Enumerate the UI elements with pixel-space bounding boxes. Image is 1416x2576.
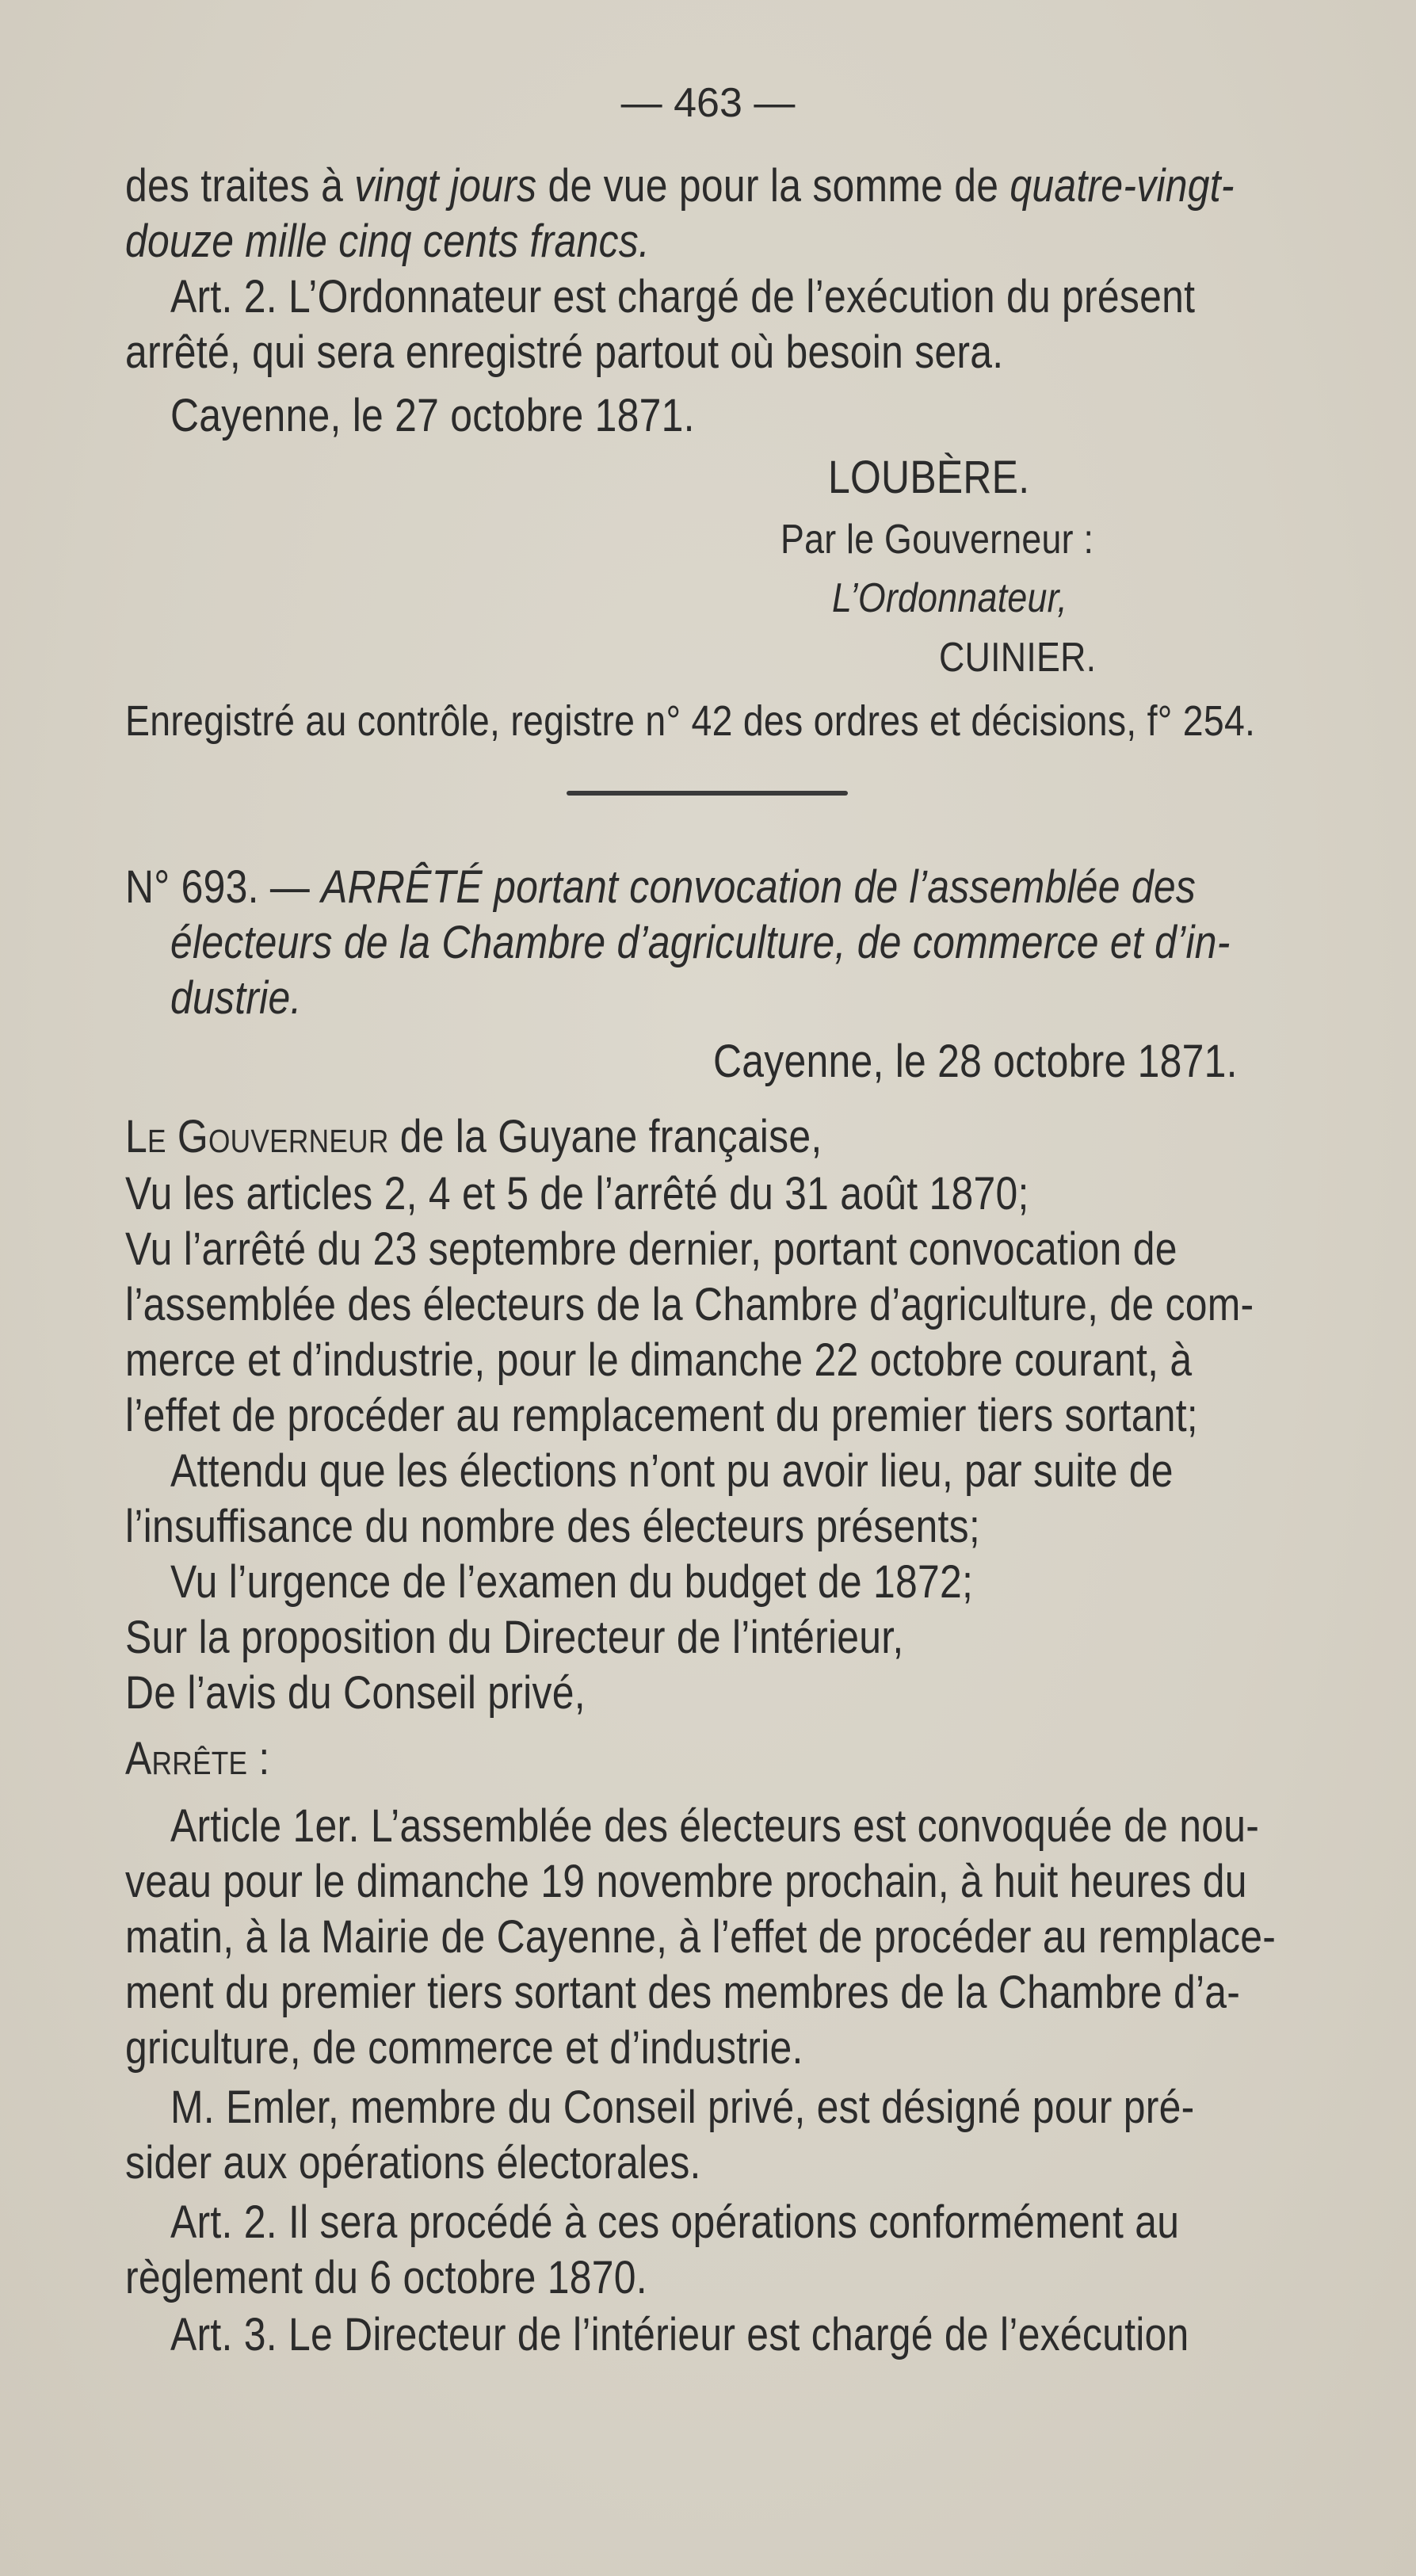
decree-title-cont: électeurs de la Chambre d’agriculture, de commerce et d’in- (170, 917, 1231, 968)
article-2-line: Art. 2. L’Ordonnateur est chargé de l’exécution du présent (170, 271, 1196, 322)
arrete-heading: Arrête : (125, 1733, 270, 1784)
place-date: Cayenne, le 27 octobre 1871. (170, 390, 695, 441)
body-line: Vu l’urgence de l’examen du budget de 1872; (170, 1556, 974, 1608)
decree-title-cont: dustrie. (170, 972, 302, 1024)
article-line: griculture, de commerce et d’industrie. (125, 2022, 803, 2074)
text-line: douze mille cinq cents francs. (125, 216, 651, 267)
signer-name: LOUBÈRE. (828, 452, 1030, 503)
text-line: des traites à vingt jours de vue pour la somme de quatre-vingt- (125, 160, 1235, 212)
decree-title: N° 693. — ARRÊTÉ portant convocation de l’assemblée des (125, 861, 1197, 913)
governor-line: Le Gouverneur de la Guyane française, (125, 1111, 823, 1162)
body-line: l’effet de procéder au remplacement du premier tiers sortant; (125, 1390, 1198, 1441)
body-line: Attendu que les élections n’ont pu avoir lieu, par suite de (170, 1445, 1174, 1497)
body-line: De l’avis du Conseil privé, (125, 1667, 586, 1719)
article-line: Article 1er. L’assemblée des électeurs est convoquée de nou- (170, 1800, 1260, 1852)
article-line: veau pour le dimanche 19 novembre prochain, à huit heures du (125, 1856, 1247, 1907)
page-number: — 463 — (620, 80, 796, 126)
body-line: Vu les articles 2, 4 et 5 de l’arrêté du 31 août 1870; (125, 1168, 1029, 1219)
decree-date: Cayenne, le 28 octobre 1871. (713, 1036, 1238, 1087)
article-line: Art. 2. Il sera procédé à ces opérations conformément au (170, 2196, 1180, 2248)
article-line: Art. 3. Le Directeur de l’intérieur est chargé de l’exécution (170, 2309, 1189, 2360)
registration-note: Enregistré au contrôle, registre n° 42 des ordres et décisions, f° 254. (125, 697, 1256, 745)
article-line: ment du premier tiers sortant des membres de la Chambre d’a- (125, 1967, 1241, 2018)
by-governor: Par le Gouverneur : (781, 517, 1094, 563)
section-divider (567, 791, 848, 796)
article-line: matin, à la Mairie de Cayenne, à l’effet de procéder au remplace- (125, 1911, 1277, 1963)
ordonnateur-title: L’Ordonnateur, (832, 575, 1068, 621)
body-line: l’assemblée des électeurs de la Chambre d’agriculture, de com- (125, 1279, 1254, 1330)
article-line: règlement du 6 octobre 1870. (125, 2252, 647, 2303)
body-line: Vu l’arrêté du 23 septembre dernier, portant convocation de (125, 1223, 1177, 1275)
cuinier-name: CUINIER. (939, 635, 1097, 681)
body-line: l’insuffisance du nombre des électeurs présents; (125, 1501, 980, 1552)
body-line: merce et d’industrie, pour le dimanche 22 octobre courant, à (125, 1334, 1193, 1386)
body-line: Sur la proposition du Directeur de l’intérieur, (125, 1612, 904, 1663)
article-line: sider aux opérations électorales. (125, 2137, 701, 2189)
article-line: M. Emler, membre du Conseil privé, est désigné pour pré- (170, 2082, 1195, 2133)
text-line: arrêté, qui sera enregistré partout où besoin sera. (125, 326, 1004, 378)
